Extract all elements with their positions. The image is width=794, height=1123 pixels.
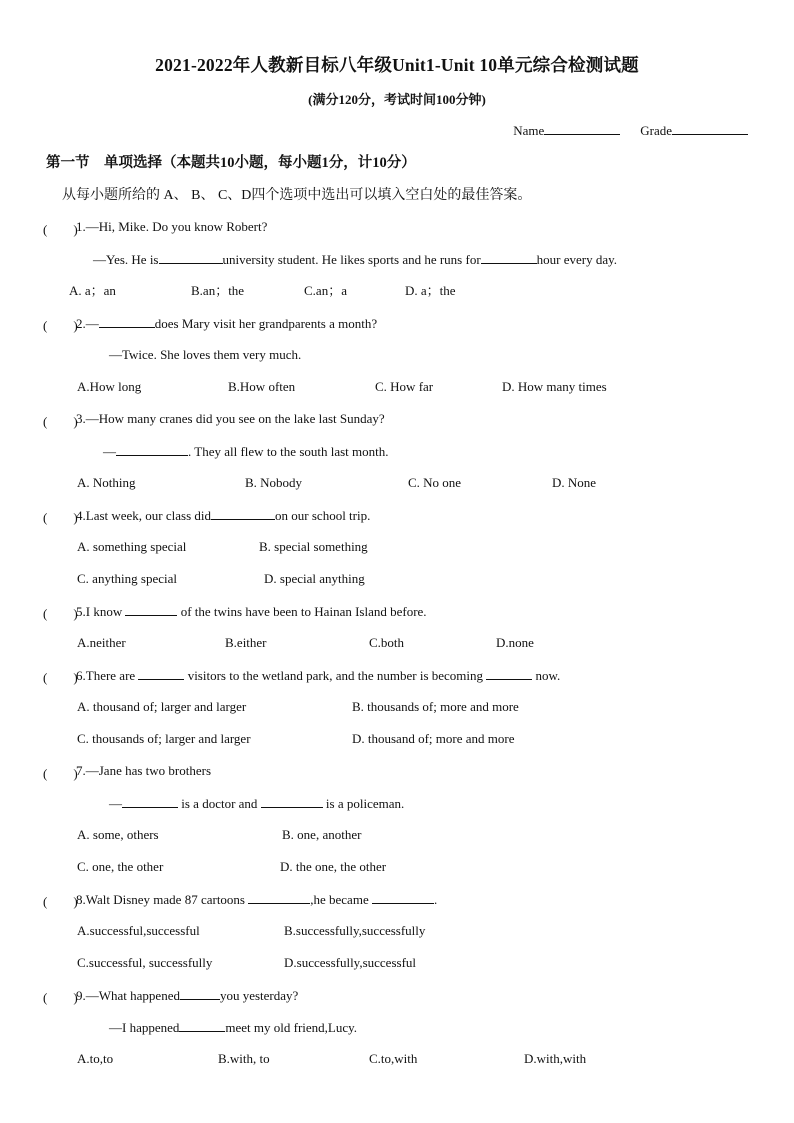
answer-blank [138, 667, 184, 680]
question-stem: 4.Last week, our class did on our school trip. [76, 508, 371, 523]
question-stem: 5.I know of the twins have been to Hainan Island before. [76, 604, 427, 619]
option-d: D. the one, the other [280, 859, 387, 874]
question-dialogue-line: — . They all flew to the south last month. [103, 444, 389, 459]
option-a: A. some, others [77, 827, 159, 842]
option-b: B. thousands of; more and more [352, 699, 519, 714]
option-b: B.either [225, 635, 267, 650]
answer-blank [125, 603, 177, 616]
option-c: C. How far [375, 379, 434, 394]
option-b: B.successfully,successfully [284, 923, 426, 938]
option-d: D. How many times [502, 379, 607, 394]
answer-blank [211, 507, 275, 520]
answer-paren[interactable]: ( ) [43, 606, 78, 621]
question-stem: 2.— does Mary visit her grandparents a month? [76, 316, 378, 331]
question-stem: 3.—How many cranes did you see on the lake last Sunday? [76, 411, 385, 426]
answer-paren[interactable]: ( ) [43, 990, 78, 1005]
option-b: B. Nobody [245, 475, 303, 490]
answer-blank [180, 987, 220, 1000]
option-a: A.to,to [77, 1051, 114, 1066]
option-d: D.none [496, 635, 534, 650]
section-instruction: 从每小题所给的 A、 B、 C、D四个选项中选出可以填入空白处的最佳答案。 [62, 188, 532, 203]
question-dialogue-line: —I happened meet my old friend,Lucy. [109, 1020, 358, 1035]
answer-blank [179, 1019, 225, 1032]
answer-blank [481, 251, 537, 264]
option-c: C. No one [408, 475, 462, 490]
answer-paren[interactable]: ( ) [43, 318, 78, 333]
answer-paren[interactable]: ( ) [43, 510, 78, 525]
option-c: C. anything special [77, 571, 178, 586]
option-c: C.an；a [304, 283, 347, 298]
option-d: D. a；the [405, 283, 456, 298]
question-stem: 7.—Jane has two brothers [76, 763, 212, 778]
answer-blank [99, 315, 155, 328]
answer-blank [372, 891, 434, 904]
option-c: C.to,with [369, 1051, 418, 1066]
section-title: 第一节 单项选择（本题共10小题，每小题1分，计10分） [46, 155, 416, 171]
grade-blank[interactable] [672, 121, 748, 135]
option-b: B. one, another [282, 827, 362, 842]
question-dialogue-line: — is a doctor and is a policeman. [109, 796, 405, 811]
name-grade-fields [513, 121, 748, 139]
option-b: B.an；the [191, 283, 245, 298]
answer-paren[interactable]: ( ) [43, 222, 78, 237]
option-d: D.successfully,successful [284, 955, 417, 970]
option-c: C. one, the other [77, 859, 164, 874]
option-a: A. Nothing [77, 475, 136, 490]
option-a: A. thousand of; larger and larger [77, 699, 247, 714]
option-b: B.How often [228, 379, 296, 394]
answer-blank [159, 251, 223, 264]
answer-paren[interactable]: ( ) [43, 670, 78, 685]
option-c: C. thousands of; larger and larger [77, 731, 251, 746]
question-stem: 6.There are visitors to the wetland park, and the number is becoming now. [76, 668, 561, 683]
name-label: Name [513, 123, 545, 138]
question-dialogue-line: —Yes. He is university student. He likes sports and he runs for hour every day. [93, 252, 618, 267]
question-stem: 1.—Hi, Mike. Do you know Robert? [76, 219, 268, 234]
grade-label: Grade [640, 123, 672, 138]
exam-subtitle: (满分120分，考试时间100分钟) [308, 92, 486, 107]
answer-blank [261, 795, 323, 808]
option-d: D. None [552, 475, 597, 490]
option-a: A.How long [77, 379, 142, 394]
answer-blank [116, 443, 188, 456]
option-d: D.with,with [524, 1051, 587, 1066]
question-stem: 8.Walt Disney made 87 cartoons ,he became . [76, 892, 438, 907]
exam-title: 2021-2022年人教新目标八年级Unit1-Unit 10单元综合检测试题 [155, 55, 639, 75]
option-d: D. thousand of; more and more [352, 731, 515, 746]
answer-blank [122, 795, 178, 808]
option-a: A. something special [77, 539, 187, 554]
name-blank[interactable] [544, 121, 620, 135]
answer-paren[interactable]: ( ) [43, 894, 78, 909]
question-stem: 9.—What happened you yesterday? [76, 988, 299, 1003]
answer-blank [486, 667, 532, 680]
option-b: B.with, to [218, 1051, 270, 1066]
option-c: C.both [369, 635, 405, 650]
question-dialogue-line: —Twice. She loves them very much. [109, 347, 302, 362]
option-a: A. a；an [69, 283, 116, 298]
option-d: D. special anything [264, 571, 365, 586]
option-a: A.successful,successful [77, 923, 200, 938]
option-b: B. special something [259, 539, 368, 554]
answer-paren[interactable]: ( ) [43, 414, 78, 429]
answer-blank [248, 891, 310, 904]
answer-paren[interactable]: ( ) [43, 766, 78, 781]
option-a: A.neither [77, 635, 126, 650]
option-c: C.successful, successfully [77, 955, 213, 970]
